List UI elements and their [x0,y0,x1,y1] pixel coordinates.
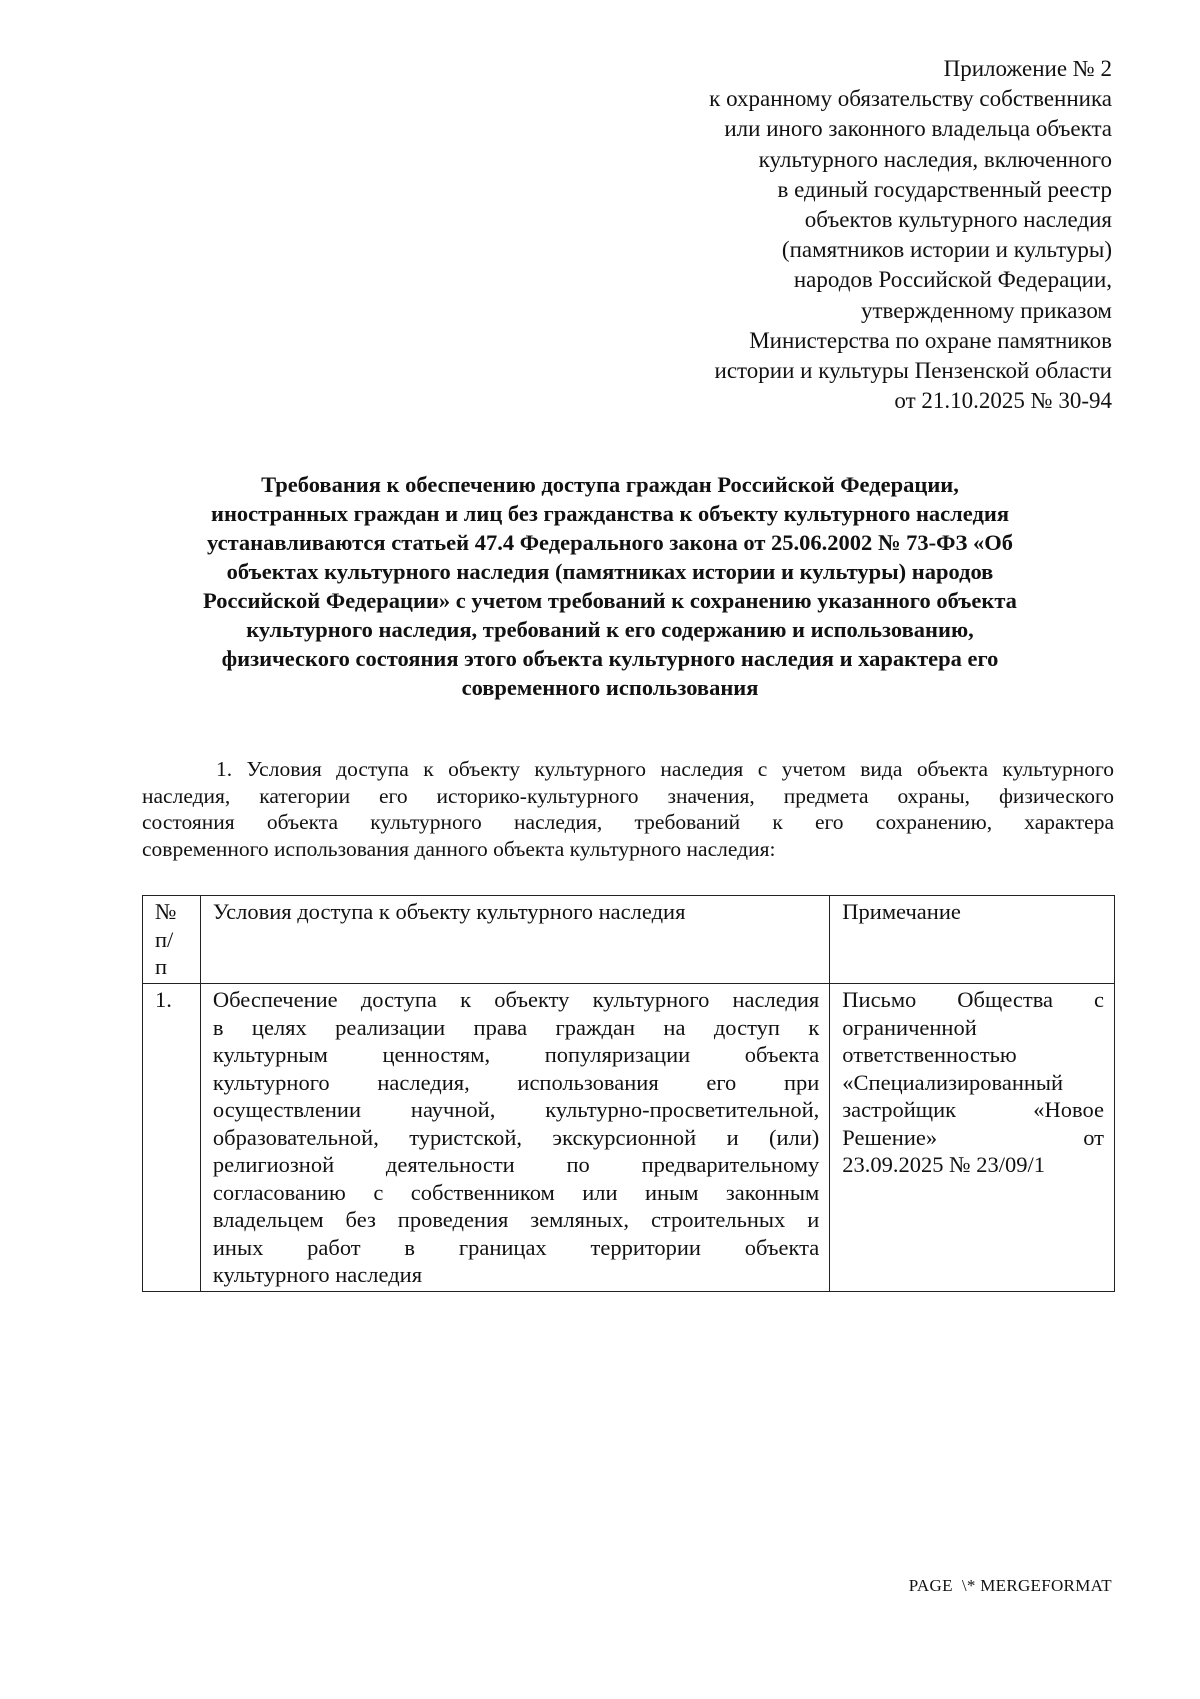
table-header-row [143,896,1115,984]
annex-line: Приложение № 2 [943,56,1112,81]
note-line: 23.09.2025 № 23/09/1 [842,1152,1046,1177]
annex-line: или иного законного владельца объекта [724,116,1112,142]
header-number-line: п/ [155,926,174,952]
row-condition-cell [200,984,829,1292]
title-line: иностранных граждан и лиц без гражданства к объекту культурного наследия [211,501,1009,526]
condition-line: согласованию с собственником или иным законным [212,1179,820,1205]
condition-line: образовательной, туристской, экскурсионной и (или) [212,1124,820,1150]
title-line: культурного наследия, требований к его содержанию и использованию, [246,617,974,642]
access-conditions-table [142,895,1115,1292]
annex-line: Министерства по охране памятников [749,327,1112,353]
intro-paragraph [142,756,1114,862]
document-title [140,470,1080,702]
condition-line: иных работ в границах территории объекта [212,1234,820,1260]
page-field-footer: PAGE \* MERGEFORMAT [908,1576,1112,1595]
annex-line: народов Российской Федерации, [793,267,1112,293]
title-line: Требования к обеспечению доступа граждан Российской Федерации, [261,472,959,497]
table-row [143,984,1115,1292]
header-number-cell [143,896,201,984]
header-number-line: № [155,899,177,924]
annex-line: от 21.10.2025 № 30-94 [894,388,1112,414]
header-note-cell: Примечание [830,896,1115,984]
condition-line: культурного наследия, использования его при [212,1069,820,1095]
note-line: застройщик «Новое [842,1097,1104,1122]
paragraph-line: современного использования данного объекта культурного наследия: [142,836,776,861]
annex-line: к охранному обязательству собственника [709,86,1112,112]
title-line: устанавливаются статьей 47.4 Федерального закона от 25.06.2002 № 73-ФЗ «Об [207,530,1013,555]
condition-line: культурным ценностям, популяризации объекта [212,1042,820,1067]
annex-line: в единый государственный реестр [777,176,1112,202]
condition-line: в целях реализации права граждан на доступ к [212,1014,820,1040]
header-number-line: п [155,954,168,979]
title-line: объектах культурного наследия (памятниках истории и культуры) народов [226,559,994,584]
paragraph-line: наследия, категории его историко-культурного значения, предмета охраны, физического [142,783,1114,808]
title-line: современного использования [461,675,759,700]
condition-line: владельцем без проведения земляных, строительных и [212,1207,820,1232]
note-line: ответственностью [842,1042,1017,1067]
note-line: Письмо Общества с [842,987,1104,1012]
paragraph-line: состояния объекта культурного наследия, требований к его сохранению, характера [142,810,1114,834]
annex-line: объектов культурного наследия [804,207,1112,233]
condition-line: осуществлении научной, культурно-просветительной, [212,1097,820,1122]
title-line: Российской Федерации» с учетом требований к сохранению указанного объекта [203,588,1017,613]
condition-line: религиозной деятельности по предварительному [212,1152,820,1177]
header-conditions-cell: Условия доступа к объекту культурного наследия [200,896,829,984]
row-number-cell: 1. [143,984,201,1292]
condition-line: культурного наследия [212,1262,423,1287]
annex-header [592,54,1112,416]
annex-line: (памятников истории и культуры) [781,237,1112,263]
annex-line: культурного наследия, включенного [758,146,1112,172]
condition-line: Обеспечение доступа к объекту культурного наследия [212,987,820,1012]
annex-line: утвержденному приказом [861,297,1112,323]
row-note-cell [830,984,1115,1292]
paragraph-line: 1. Условия доступа к объекту культурного наследия с учетом вида объекта культурного [216,757,1114,781]
title-line: физического состояния этого объекта культурного наследия и характера его [221,646,999,671]
note-line: «Специализированный [842,1069,1064,1095]
note-line: ограниченной [842,1014,977,1040]
note-line: Решение» от [842,1124,1104,1150]
annex-line: истории и культуры Пензенской области [714,358,1112,384]
